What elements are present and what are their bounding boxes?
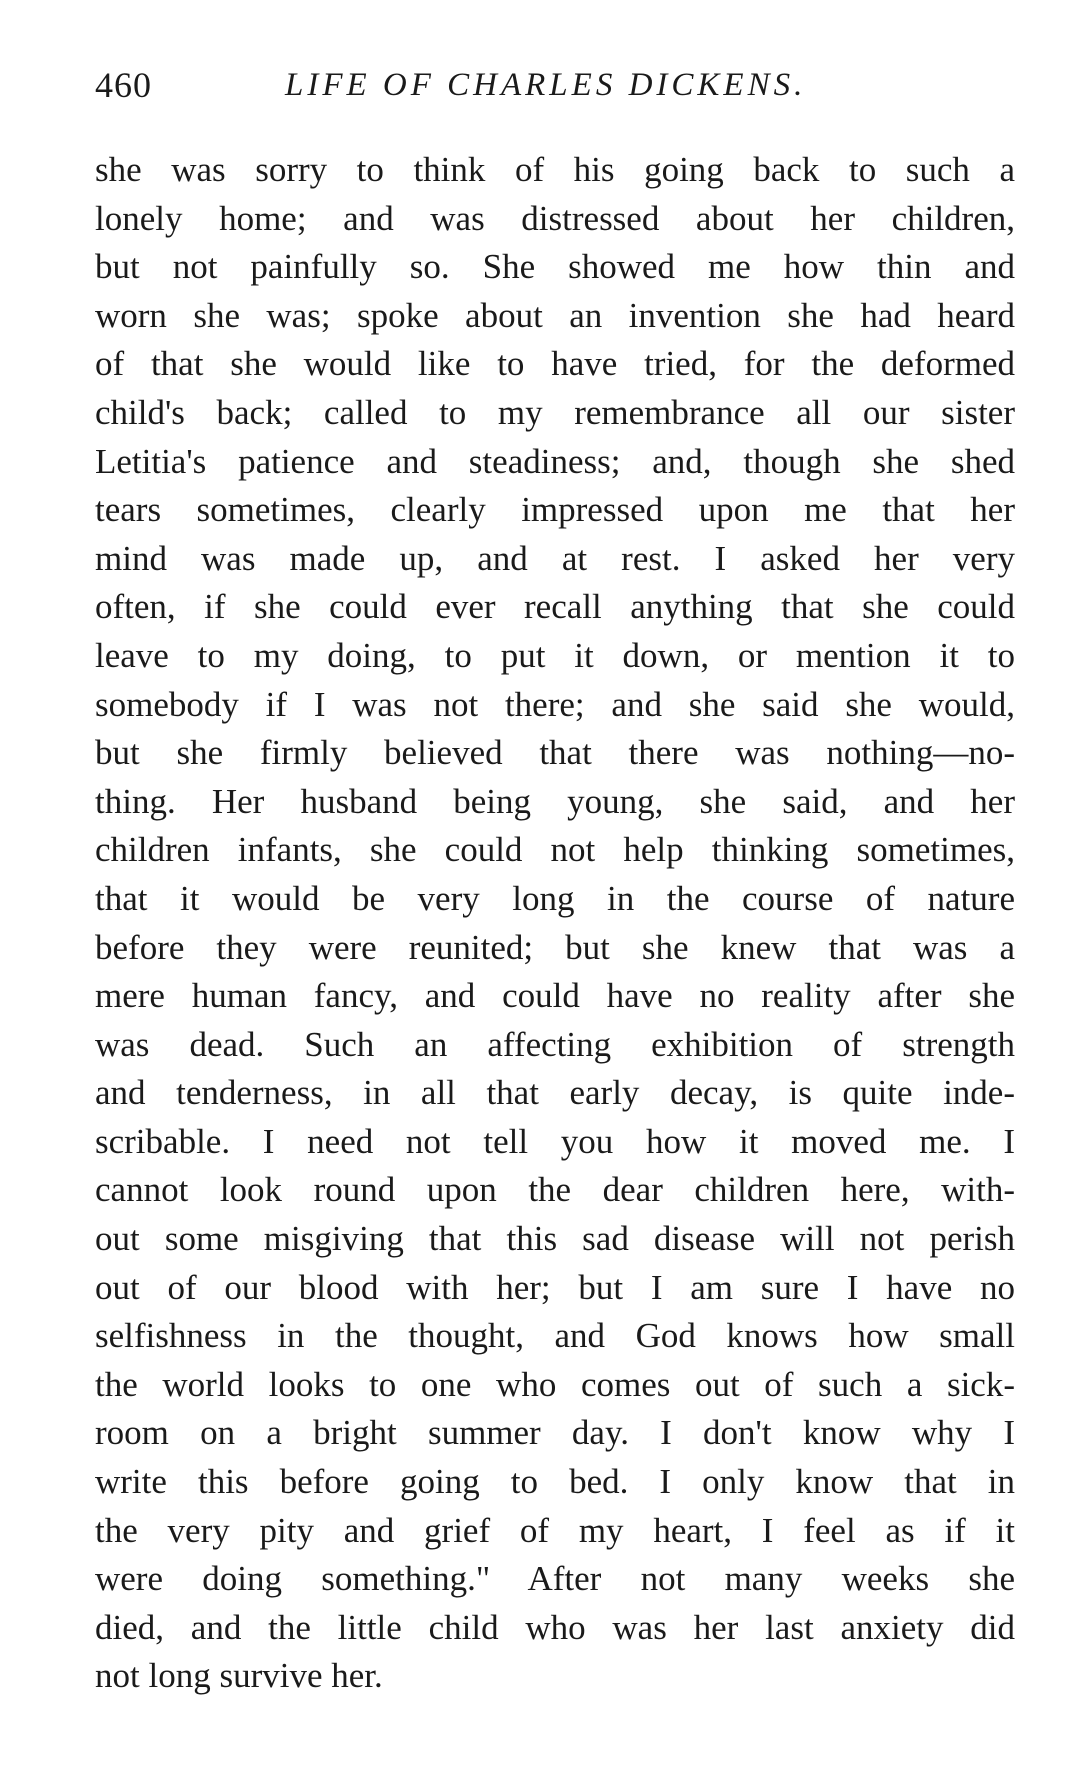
page-number: 460 [95, 65, 152, 105]
text-line: the very pity and grief of my heart, I feel as if it [95, 1510, 1015, 1550]
text-line: out some misgiving that this sad disease will not perish [95, 1219, 1015, 1259]
text-line: children infants, she could not help thinking sometimes, [95, 830, 1015, 870]
text-line: selfishness in the thought, and God knows how small [95, 1316, 1015, 1356]
text-line: mind was made up, and at rest. I asked her very [95, 538, 1015, 578]
text-line: that it would be very long in the course of nature [95, 878, 1015, 918]
text-line: lonely home; and was distressed about her children, [95, 198, 1015, 238]
text-line: often, if she could ever recall anything that she could [95, 587, 1015, 627]
running-title: LIFE OF CHARLES DICKENS. [285, 67, 807, 103]
text-line: mere human fancy, and could have no reality after she [95, 976, 1015, 1016]
text-line: died, and the little child who was her last anxiety did [95, 1607, 1015, 1647]
text-line: room on a bright summer day. I don't know why I [95, 1413, 1015, 1453]
text-line: somebody if I was not there; and she said she would, [95, 684, 1015, 724]
text-line: was dead. Such an affecting exhibition of strength [95, 1024, 1015, 1064]
text-line: worn she was; spoke about an invention she had heard [95, 295, 1015, 335]
text-line: thing. Her husband being young, she said, and her [95, 781, 1015, 821]
text-line: were doing something." After not many weeks she [95, 1559, 1015, 1599]
body-text [95, 146, 1015, 1701]
text-line: not long survive her. [95, 1656, 383, 1696]
text-line: the world looks to one who comes out of such a sick- [95, 1364, 1015, 1404]
text-line: scribable. I need not tell you how it moved me. I [95, 1121, 1015, 1161]
text-line: but she firmly believed that there was nothing—no- [95, 733, 1015, 773]
text-line: cannot look round upon the dear children here, with- [95, 1170, 1015, 1210]
running-head [95, 60, 1015, 110]
text-line: tears sometimes, clearly impressed upon me that her [95, 490, 1015, 530]
text-line: leave to my doing, to put it down, or mention it to [95, 635, 1015, 675]
text-line: but not painfully so. She showed me how thin and [95, 247, 1015, 287]
text-line: Letitia's patience and steadiness; and, though she shed [95, 441, 1015, 481]
text-line: and tenderness, in all that early decay, is quite inde- [95, 1073, 1015, 1113]
text-line: write this before going to bed. I only know that in [95, 1462, 1015, 1502]
text-line: before they were reunited; but she knew that was a [95, 927, 1015, 967]
text-line: out of our blood with her; but I am sure I have no [95, 1267, 1015, 1307]
text-line: of that she would like to have tried, for the deformed [95, 344, 1015, 384]
text-line: child's back; called to my remembrance all our sister [95, 392, 1015, 432]
text-line: she was sorry to think of his going back to such a [95, 150, 1015, 189]
